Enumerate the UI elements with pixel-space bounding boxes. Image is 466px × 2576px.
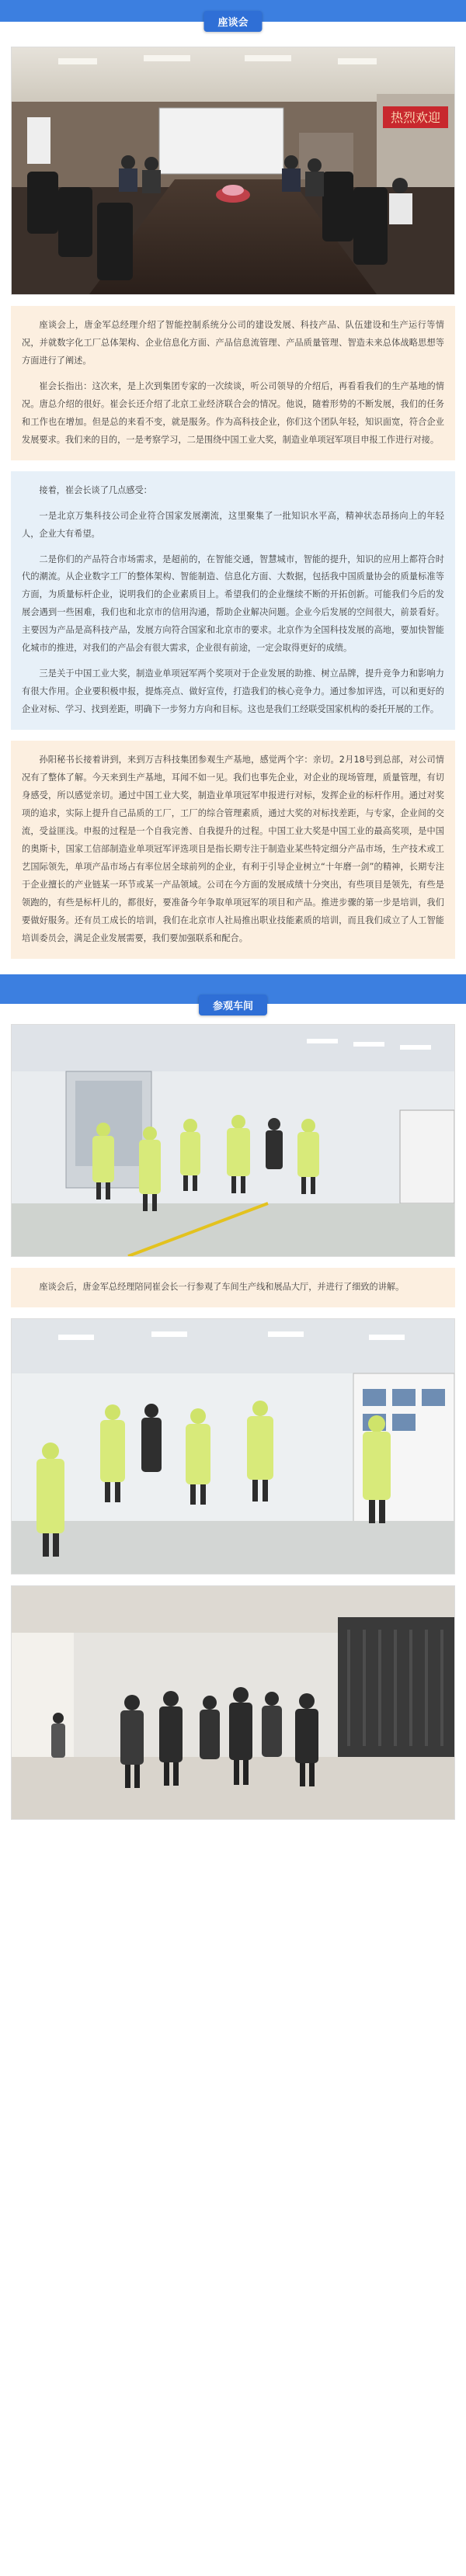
workshop-corridor-photo: [12, 1025, 454, 1256]
photo-meeting-room: [11, 47, 455, 295]
photo-workshop-corridor: [11, 1024, 455, 1257]
meeting-room-photo: [12, 47, 454, 294]
secretary-speech-paragraph: 孙阳秘书长接着讲到，来到万吉科技集团参观生产基地，感觉两个字：亲切。2月18号到总部，对公司情况有了整体了解。今天来到生产基地，耳闻不如一见。我们也事先企业，对企业的现场管理，质量管理，有切身感受，所以感觉亲切。通过中国工业大奖，制造业单项冠军申报进行对标，发挥企业的标杆作用。通过对奖项的追求，实际上提升自己品质的工厂，工厂的综合管理素质，通过大奖的对标找差距，与专家，企业间的交流，受益匪浅。申报的过程是一个自我完善、自我提升的过程。中国工业大奖是中国工业的最高奖项，是中国的奥斯卡，国家工信部制造业单项冠军评选项目是指长期专注于制造业某些特定细分产品市场，生产技术或工艺国际领先，单项产品市场占有率位居全球前列的企业，有利于引导企业树立“十年磨一剑”的精神，长期专注于企业擅长的产业链某一环节或某一产品领域。公司在今方面的发展成绩十分突出，有些项目是领先，有些是领跑的，有些是标杆儿的，都很好，要准备今年争取单项冠军的项目和产品。推进步骤的第一步是培训，我们要做好服务。还有员工成长的培训，我们在北京市人社局推出职业技能素质的培训，而且我们成立了人工智能培训委员会，满足企业发展需要，我们要加强联系和配合。: [22, 755, 444, 943]
visit-intro-paragraph: 座谈会后，唐金军总经理陪同崔会长一行参观了车间生产线和展品大厅，并进行了细致的讲解。: [39, 1281, 405, 1292]
welcome-banner-text: 热烈欢迎: [390, 110, 441, 125]
exhibition-hall-photo: [12, 1586, 454, 1819]
chairman-speech-card: [11, 471, 455, 730]
production-line-photo: [12, 1319, 454, 1574]
meeting-remarks-paragraph: 崔会长指出：这次来，是上次到集团专家的一次续谈，听公司领导的介绍后，再看看我们的生产基地的情况。唐总介绍的很好。崔会长还介绍了北京工业经济联合会的情况。他说，随着形势的不断发展，我们的任务和工作也在增加。但是总的来看不变，就是服务。作为高科技企业，你们这个团队年轻，知识面宽，符合企业发展要求。我们来的目的，一是考察学习，二是围绕中国工业大奖，制造业单项冠军项目申报工作进行对接。: [22, 380, 444, 445]
speech-point-one: 一是北京万集科技公司企业符合国家发展潮流，这里聚集了一批知识水平高，精神状态昂扬向上的年轻人，企业大有希望。: [22, 510, 444, 539]
photo-production-line: [11, 1318, 455, 1574]
secretary-speech-card: [11, 741, 455, 958]
section-title-visit: 参观车间: [199, 995, 267, 1015]
speech-lead-paragraph: 接着，崔会长谈了几点感受：: [39, 484, 152, 495]
speech-point-three: 三是关于中国工业大奖，制造业单项冠军两个奖项对于企业发展的助推、树立品牌，提升竞争力和影响力有很大作用。企业要积极申报，提炼亮点、做好宣传，打造我们的核心竞争力。通过参加评选，可以和更好的企业对标、学习、找到差距，明确下一步努力方向和目标。这也是我们工经联受国家机构的委托开展的工作。: [22, 668, 444, 715]
section-header-visit: [0, 970, 466, 1016]
visit-intro-card: [11, 1268, 455, 1307]
meeting-intro-card: [11, 306, 455, 460]
section-title-forum: 座谈会: [203, 11, 262, 32]
section-header-forum: [0, 0, 466, 47]
meeting-intro-paragraph: 座谈会上，唐金军总经理介绍了智能控制系统分公司的建设发展、科技产品、队伍建设和生产运行等情况，并就数字化工厂总体架构、企业信息化方面、产品信息流管理、产品质量管理、智造未来总体战略思想等方面进行了阐述。: [22, 320, 444, 366]
photo-exhibition-hall: [11, 1585, 455, 1820]
speech-point-two: 二是你们的产品符合市场需求，是超前的，在智能交通，智慧城市，智能的提升，知识的应用上都符合时代的潮流。从企业数字工厂的整体架构、智能制造、信息化方面、大数据，包括我中国质量协会的质量标准等方面，为质量标杆企业，说明我们的企业素质目上。希望我们的企业继续不断的开拓创新。可能我们今后的发展会遇到一些困难，我们也和北京市的信用沟通，帮助企业解决问题。企业今后发展的空间很大，前景看好。主要因为产品是高科技产品，发展方向符合国家和北京市的要求。北京作为全国科技发展的高地，要加快智能化城市的推进，对我们的产品会有很大需求，企业很有前途，一定会取得更好的成绩。: [22, 554, 444, 654]
